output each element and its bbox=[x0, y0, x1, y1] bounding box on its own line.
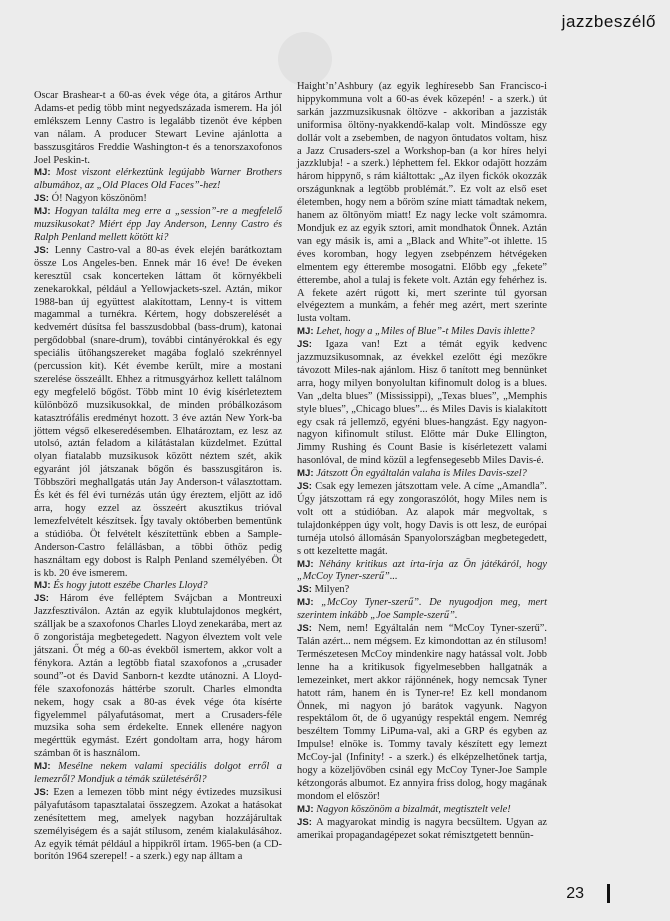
speaker-label: JS: bbox=[297, 816, 317, 828]
interview-answer bbox=[34, 193, 282, 206]
interview-question bbox=[34, 761, 282, 787]
speaker-label: MJ: bbox=[297, 468, 317, 480]
paragraph-text: Lenny Castro-val a 80-as évek elején barátkoztam össze Los Angeles-ben. Ennek már 16 éve! De éveken keresztül csak koncerteken láttam őt környékbeli zenekarokkal, például a Yellowjackets-szel. Aztán, mikor 1988-ban új együttest alakítottam, Lenny-t is vittem magammal a turnékra. Kértem, hogy dobszerelését a kedvemért dúsítsa fel basszusdobbal (bass-drum), katonai pergődobbal (snare-drum), további cintányérokkal és egy speciális ütőhangszereket magába foglaló szekrénnyel (percussion kit). Két évembe került, mire a mostani szerelése összeállt. Ehhez a ritmusgyárhoz kellett találnom egy megfelelő bőgőst. Több mint 10 évig kísérleteztem különböző muzsikusokkal, de minden próbálkozásom katasztrófális eredményt hozott. 3 éve aztán New York-ba jöttem végső elkeseredésemben. Elhatároztam, ez lesz az utolsó, aztán feladom a kilátástalan küzdelmet. Ezúttal olyan fiatalabb muzsikusok között néztem szét, akik egyaránt jól játszanak bőgőn és basszusgitáron is. Többszöri meghallgatás után Jay Anderson-t választottam. És két és fél évi turnézás után úgy éreztem, eljött az idő arra, hogy ezzel az összeért akusztikus trióval lemezfelvételt készítsek. Így tavaly októberben bementünk a stúdióba. Öt felvételt készítettünk ebben a Sample-Anderson-Castro felállásban, a többi öthöz pedig használtam egy dobost is Ralph Penland személyében. Öt is kb. 20 éve ismerem. bbox=[34, 244, 282, 579]
interview-question bbox=[297, 326, 547, 339]
paragraph-text: Három éve felléptem Svájcban a Montreuxi Jazzfesztiválon. Aztán az egyik klubtulajdonos megkért, szálljak be a szaxofonos Charles Lloyd zenekarába, mert az ő zongoristája megbetegedett. Nagyon élveztem volt vele játszani. Őt még a 60-as évekből ismertem, akkor volt a fénykora. Aztán a legtöbb fiatal szaxofonos a „crusader sound”-ot és David Sanborn-t kezdte utánozni. A Lloyd-féle szaxofonozás háttérbe szorult. Charles elmondta nekem, hogy csak a 80-as évek vége óta kísérte figyelemmel pályafutásomat, mert a Crusaders-féle muzsika soha sem érdekelte. Ennek ellenére nagyon megérttük egymást. Ezért gondoltam arra, hogy három számban őt is használom. bbox=[34, 593, 282, 760]
speaker-label: JS: bbox=[297, 584, 315, 596]
interview-answer bbox=[297, 584, 547, 597]
paragraph-text: Milyen? bbox=[314, 584, 350, 596]
interview-question bbox=[34, 206, 282, 245]
paragraph-text: Ezen a lemezen több mint négy évtizedes muzsikusi pályafutásom tapasztalatai összegzem. Azokat a hatásokat zenésítettem meg, amelyek nagyban hozzájárultak személyiségem és a saját stílusom, zeném kialakulásához. Az egyik témát például a hippikről írtam. 1965-ben (a CD-borítón 1964 szerepel! - a szerk.) egy nap álltam a bbox=[34, 786, 282, 863]
paragraph-text: Haight’n’Ashbury (az egyik leghíresebb San Francisco-i hippykommuna volt a 60-as évek közepén! - a szerk.) út sarkán jazzmuzsikusnak öltözve - akkoriban a jazzisták uniformisa öltöny-nyakkendő-kalap volt. Mindössze egy dollár volt a zsebemben, de nagyon öntudatos voltam, hisz a Jazz Crusaders-szel a Workshop-ban (a kor híres helyi jazzklubja! - a szerk.) léphettem fel. Ekkor odajött hozzám három hippynő, s rám kiáltottak: „Az ilyen fickók okozzák országunknak a legtöbb problémát.”. Ez volt az első eset életemben, hogy nem a bőröm színe miatt támadtak nekem, hanem az öltönyöm miatt! Ez nagy lecke volt számomra. Mondjuk ez az egyik sztori, amit mondhatok Önnek. Aztán van egy másik is, ami a „Black and White”-ot ihlette. 15 éves koromban, hogy legyen zsebpénzem hétvégeken elmentem egy étterembe mosogatni. Előbb egy „fekete” étterembe, ahol a tulaj is fekete volt. Aztán egy fehérhez is. A fekete azért rúgott ki, mert szerinte túl gyorsan elvégeztem a munkám, a fehér meg azért, mert szerinte lusta voltam. bbox=[297, 81, 547, 325]
speaker-label: MJ: bbox=[34, 580, 54, 592]
interview-answer bbox=[297, 481, 547, 558]
right-text-column bbox=[297, 81, 547, 842]
page-number: 23 bbox=[566, 885, 584, 902]
speaker-label: JS: bbox=[34, 786, 54, 798]
paragraph-text: Nagyon köszönöm a bizalmát, megtisztelt vele! bbox=[316, 803, 511, 815]
interview-question bbox=[297, 468, 547, 481]
paragraph-text: Nem, nem! Egyáltalán nem “McCoy Tyner-szerű”. Talán azért... nem mégsem. Ez kimondottan az én stílusom! Természetesen McCoy mindenkire nagy hatással volt. Jobb lenne ha a kritikusok figyelmesebben hallgatnák a lemezeinket, mert akkor rájönnének, hogy nemcsak Tyner hatott rám, hanem én is Tyner-re! Ez kell mondanom Önnek, mi nagyon jó barátok vagyunk. Nagyon respektálom őt, de ő ugyanúgy respektál engem. Nemrég beszéltem Tommy LiPuma-val, aki a GRP és egyben az Impulse! elnöke is. Tommy tavaly készített egy lemezt McCoy-jal (Infinity! - a szerk.) és elképzelhetőnek tartja, hogy a közeljövőben csinál egy McCoy Tyner-Joe Sample kétzongorás albumot. Ez annyira friss dolog, hogy magának mondom el először! bbox=[297, 623, 547, 802]
interview-question bbox=[297, 597, 547, 623]
interview-answer bbox=[34, 593, 282, 761]
interview-answer bbox=[297, 817, 547, 843]
magazine-logo-watermark bbox=[278, 32, 332, 86]
paragraph-text: Néhány kritikus azt írta-írja az Ön játékáról, hogy „McCoy Tyner-szerű”... bbox=[297, 558, 547, 583]
interview-answer bbox=[34, 245, 282, 581]
paragraph-text: Hogyan találta meg erre a „session”-re a megfelelő muzsikusokat? Miért épp Jay Anderson, Lenny Castro és Ralph Penland mellett kötött ki? bbox=[34, 206, 283, 243]
speaker-label: MJ: bbox=[297, 597, 322, 609]
paragraph-text: Csak egy lemezen játszottam vele. A címe „Amandla”. Úgy játszottam rá egy zongoraszólót, hogy Miles nem is volt ott a stúdióban. Az alapok már megvoltak, s tulajdonképpen úgy volt, hogy Davis is ott lesz, de európai turnéja utolsó állomásán Spanyolországban megbetegedett, s ott kezeltette magát. bbox=[297, 481, 547, 557]
paragraph-text: Lehet, hogy a „Miles of Blue”-t Miles Davis ihlette? bbox=[316, 326, 535, 338]
body-paragraph bbox=[297, 81, 547, 326]
speaker-label: JS: bbox=[297, 481, 316, 493]
paragraph-text: Mesélne nekem valami speciális dolgot erről a lemezről? Mondjuk a témák születéséről? bbox=[34, 761, 282, 786]
paragraph-text: „McCoy Tyner-szerű”. De nyugodjon meg, mert szerintem inkább „Joe Sample-szerű”. bbox=[297, 597, 547, 622]
paragraph-text: A magyarokat mindig is nagyra becsültem. Ugyan az amerikai propagandagépezet sokat rémisztgetett bennün- bbox=[297, 816, 547, 841]
speaker-label: JS: bbox=[297, 623, 319, 635]
paragraph-text: Ó! Nagyon köszönöm! bbox=[51, 193, 147, 205]
paragraph-text: Most viszont elérkeztünk legújabb Warner Brothers albumához, az „Old Places Old Faces”-hez! bbox=[34, 167, 283, 192]
paragraph-text: Oscar Brashear-t a 60-as évek vége óta, a gitáros Arthur Adams-et pedig több mint negyedszázada ismerem. Ha jól emlékszem Lenny Castro is legalább tizenöt éve képben van nálam. A producer Stewart Levine ajánlotta a basszusgitáros Freddie Washington-t és a tenorszaxofonos Joel Peskin-t. bbox=[34, 90, 282, 166]
interview-question bbox=[34, 167, 282, 193]
speaker-label: MJ: bbox=[297, 803, 317, 815]
interview-question bbox=[297, 804, 547, 817]
interview-answer bbox=[297, 623, 547, 804]
speaker-label: MJ: bbox=[34, 167, 56, 179]
speaker-label: MJ: bbox=[297, 558, 319, 570]
speaker-label: MJ: bbox=[297, 326, 317, 338]
speaker-label: MJ: bbox=[34, 206, 55, 218]
paragraph-text: Játszott Ön egyáltalán valaha is Miles Davis-szel? bbox=[316, 468, 527, 480]
speaker-label: JS: bbox=[34, 244, 55, 256]
interview-answer bbox=[297, 339, 547, 468]
speaker-label: MJ: bbox=[34, 761, 59, 773]
speaker-label: JS: bbox=[297, 339, 326, 351]
body-paragraph bbox=[34, 90, 282, 167]
interview-question bbox=[297, 559, 547, 585]
speaker-label: JS: bbox=[34, 193, 52, 205]
interview-question bbox=[34, 580, 282, 593]
page-number-bar bbox=[607, 884, 610, 903]
left-text-column bbox=[34, 90, 282, 864]
speaker-label: JS: bbox=[34, 593, 60, 605]
interview-answer bbox=[34, 787, 282, 864]
paragraph-text: Igaza van! Ezt a témát egyik kedvenc jazzmuzsikusomnak, az évekkel ezelőtt égi mezőkre távozott Miles-nak ajánlom. Hisz ő tanított meg bennünket arra, hogy milyen bonyolultan kifinomult dolog is a blues. Van „delta blues” (Mississippi), „Texas blues”, „Memphis style blues”, „Chicago blues”... és Miles Davis is kialakított egy csak rá jellemző, egyéni blues-hangzást. Egy nagyon-nagyon kifinomult stílust. Előtte már Duke Ellington, Jimmy Rushing és Count Basie is kísérletezett valami hasonlóval, de mind közül a legfensegesebb Miles Davis-é. bbox=[297, 339, 547, 467]
section-header: jazzbeszélő bbox=[561, 12, 656, 31]
paragraph-text: És hogy jutott eszébe Charles Lloyd? bbox=[53, 580, 208, 592]
